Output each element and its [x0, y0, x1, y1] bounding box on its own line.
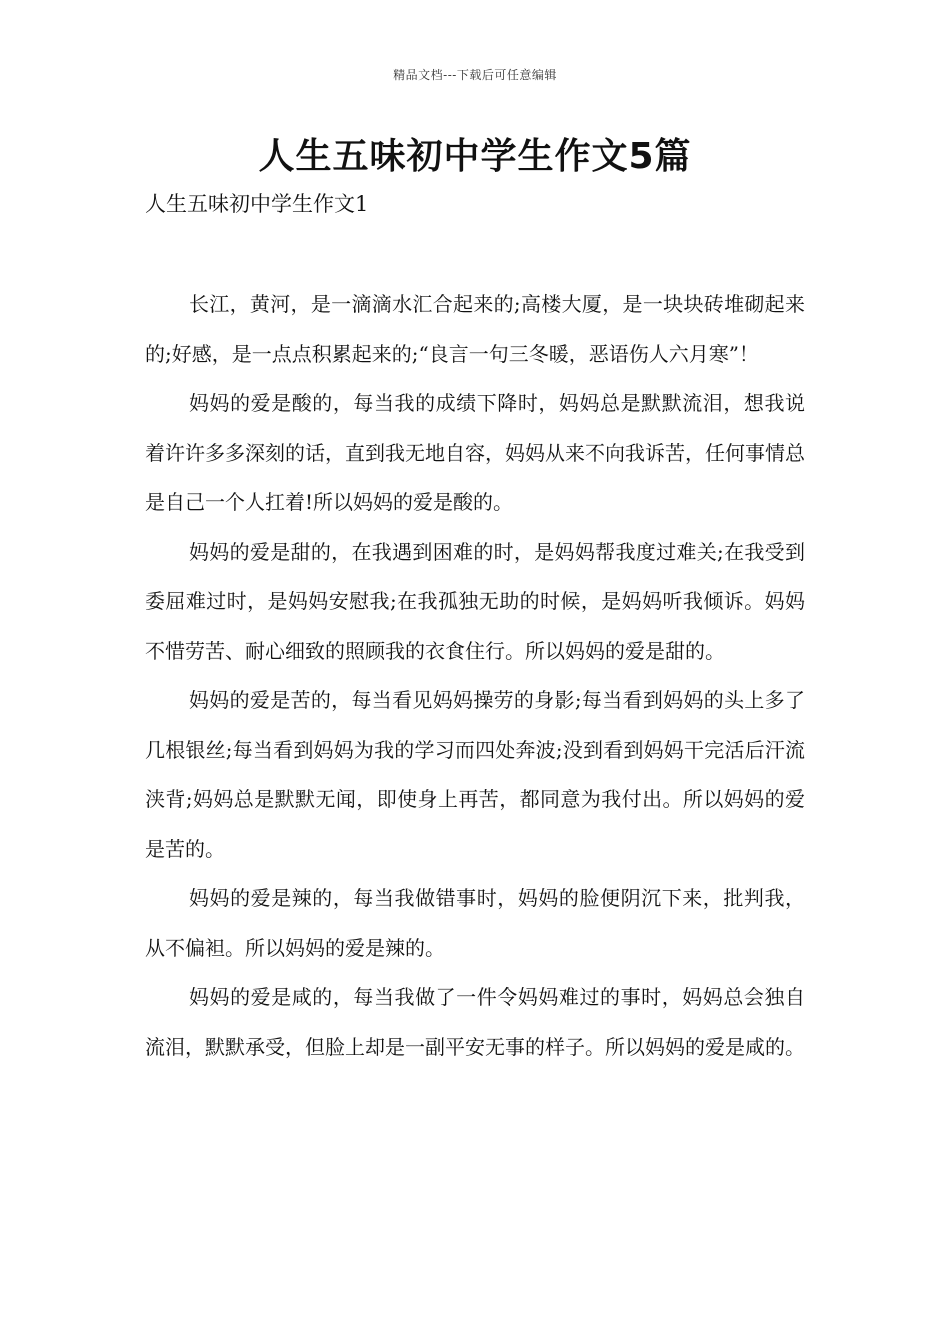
document-body: [145, 280, 805, 1072]
paragraph: 妈妈的爱是苦的，每当看见妈妈操劳的身影;每当看到妈妈的头上多了几根银丝;每当看到妈妈为我的学习而四处奔波;没到看到妈妈干完活后汗流浃背;妈妈总是默默无闻，即使身上再苦，都同意为我付出。所以妈妈的爱是苦的。: [145, 688, 805, 861]
document-title: 人生五味初中学生作文5篇: [258, 136, 692, 177]
paragraph: 妈妈的爱是咸的，每当我做了一件令妈妈难过的事时，妈妈总会独自流泪，默默承受，但脸上却是一副平安无事的样子。所以妈妈的爱是咸的。: [145, 985, 805, 1059]
paragraph: 妈妈的爱是辣的，每当我做错事时，妈妈的脸便阴沉下来，批判我，从不偏袒。所以妈妈的爱是辣的。: [145, 886, 805, 960]
paragraph: 长江，黄河，是一滴滴水汇合起来的;高楼大厦，是一块块砖堆砌起来的;好感，是一点点积累起来的;“良言一句三冬暖，恶语伤人六月寒”！: [145, 292, 805, 366]
paragraph: 妈妈的爱是酸的，每当我的成绩下降时，妈妈总是默默流泪，想我说着许许多多深刻的话，直到我无地自容，妈妈从来不向我诉苦，任何事情总是自己一个人扛着!所以妈妈的爱是酸的。: [145, 391, 805, 514]
header-note: 精品文档---下载后可任意编辑: [393, 68, 557, 82]
document-subtitle: 人生五味初中学生作文1: [145, 192, 369, 216]
paragraph: 妈妈的爱是甜的，在我遇到困难的时，是妈妈帮我度过难关;在我受到委屈难过时，是妈妈安慰我;在我孤独无助的时候，是妈妈听我倾诉。妈妈不惜劳苦、耐心细致的照顾我的衣食住行。所以妈妈的爱是甜的。: [145, 539, 805, 663]
